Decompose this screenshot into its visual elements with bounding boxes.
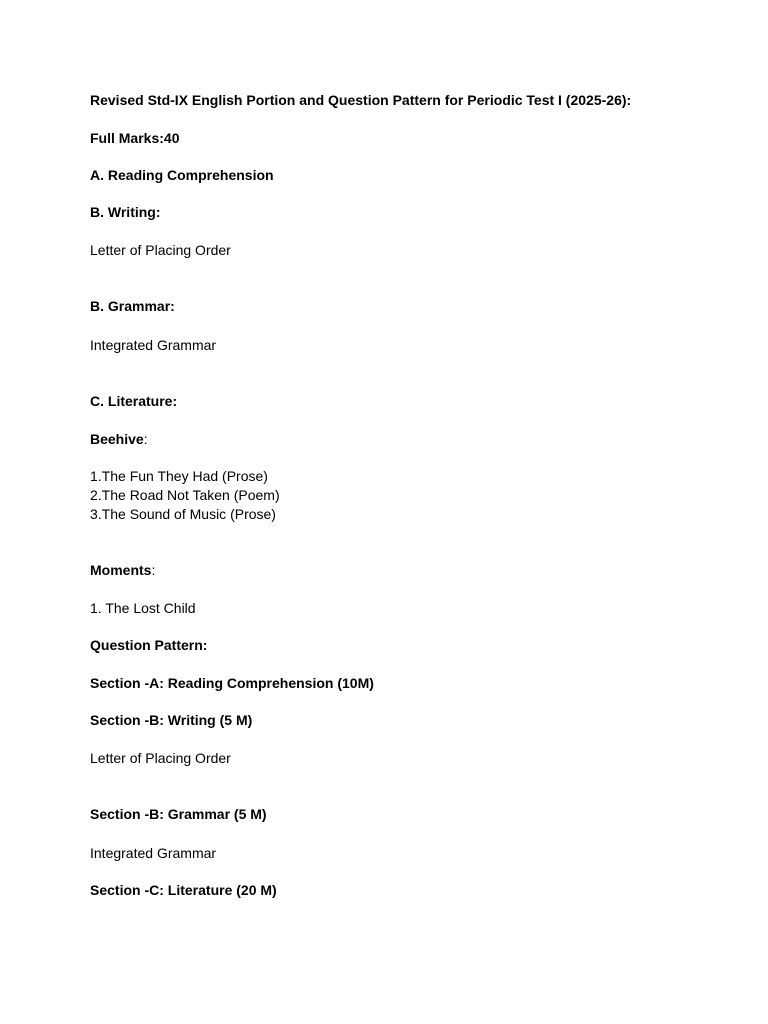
document-title: Revised Std-IX English Portion and Question Pattern for Periodic Test I (2025-26): <box>90 92 632 108</box>
section-c-heading: Section -C: Literature (20 M) <box>90 882 277 898</box>
section-b-writing-heading: Section -B: Writing (5 M) <box>90 712 253 728</box>
grammar-item: Integrated Grammar <box>90 337 217 353</box>
list-item: 1.The Fun They Had (Prose) <box>90 468 268 484</box>
grammar-heading: B. Grammar: <box>90 298 175 314</box>
writing-item: Letter of Placing Order <box>90 242 231 258</box>
list-item: 2.The Road Not Taken (Poem) <box>90 487 280 503</box>
writing-heading: B. Writing: <box>90 204 161 220</box>
section-b-writing-item: Letter of Placing Order <box>90 750 231 766</box>
question-pattern-heading: Question Pattern: <box>90 637 208 653</box>
reading-comprehension-heading: A. Reading Comprehension <box>90 167 274 183</box>
moments-label: Moments <box>90 562 152 578</box>
section-a-heading: Section -A: Reading Comprehension (10M) <box>90 675 374 691</box>
beehive-colon: : <box>143 431 148 447</box>
full-marks: Full Marks:40 <box>90 130 180 146</box>
section-b-grammar-item: Integrated Grammar <box>90 845 217 861</box>
beehive-heading <box>90 430 148 449</box>
section-b-grammar-heading: Section -B: Grammar (5 M) <box>90 806 267 822</box>
literature-heading: C. Literature: <box>90 393 178 409</box>
moments-heading <box>90 561 155 580</box>
beehive-label: Beehive <box>90 431 144 447</box>
moments-colon: : <box>151 562 156 578</box>
list-item: 1. The Lost Child <box>90 600 196 616</box>
list-item: 3.The Sound of Music (Prose) <box>90 506 276 522</box>
